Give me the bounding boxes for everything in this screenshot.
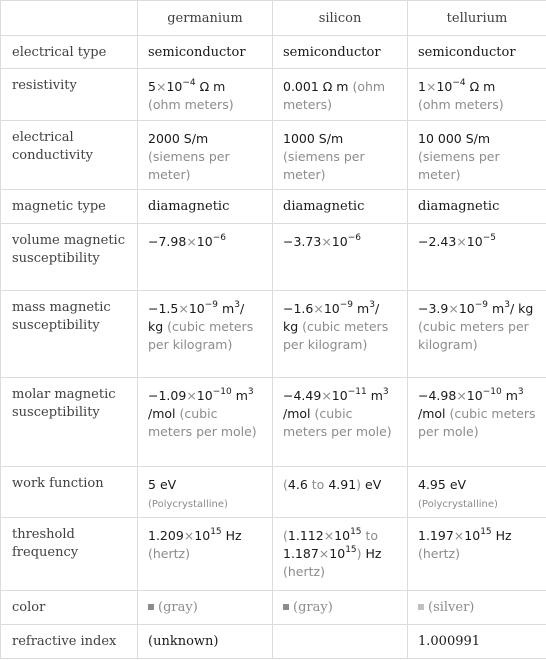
row-label: volume magnetic susceptibility: [1, 224, 138, 291]
cell-silicon: (4.6 to 4.91) eV: [273, 467, 408, 518]
row-molar-susceptibility: [1, 378, 546, 467]
row-volume-susceptibility: [1, 224, 546, 291]
cell-germanium: $-1.5\times 10^{-9}$ $m^3/$ kg (cubic meters per kilogram): [138, 291, 273, 378]
row-work-function: [1, 467, 546, 518]
row-label: electrical conductivity: [1, 121, 138, 190]
header-row: [1, 1, 546, 36]
cell-silicon: semiconductor: [273, 36, 408, 69]
cell-silicon: [273, 625, 408, 659]
cell-silicon: 0.001 Ω m (ohm meters): [273, 69, 408, 121]
cell-silicon: $-3.73\times 10^{-6}$: [273, 224, 408, 291]
cell-silicon: $-1.6\times 10^{-9}$ $m^3/$ kg (cubic meters per kilogram): [273, 291, 408, 378]
header-empty: [1, 1, 138, 36]
cell-germanium: (unknown): [138, 625, 273, 659]
row-mass-susceptibility: [1, 291, 546, 378]
cell-tellurium: 10 000 S/m (siemens per meter): [408, 121, 546, 190]
cell-silicon: diamagnetic: [273, 190, 408, 224]
color-swatch: [283, 604, 289, 610]
row-label: magnetic type: [1, 190, 138, 224]
cell-germanium: diamagnetic: [138, 190, 273, 224]
row-label: color: [1, 591, 138, 625]
cell-tellurium: $-3.9\times 10^{-9}$ $m^3/$ kg (cubic meters per kilogram): [408, 291, 546, 378]
cell-tellurium: $-2.43\times 10^{-5}$: [408, 224, 546, 291]
cell-tellurium: semiconductor: [408, 36, 546, 69]
cell-silicon: (gray): [273, 591, 408, 625]
cell-tellurium: (silver): [408, 591, 546, 625]
row-label: molar magnetic susceptibility: [1, 378, 138, 467]
cell-germanium: 5 eV (Polycrystalline): [138, 467, 273, 518]
row-label: mass magnetic susceptibility: [1, 291, 138, 378]
row-electrical-conductivity: [1, 121, 546, 190]
row-color: [1, 591, 546, 625]
row-label: electrical type: [1, 36, 138, 69]
cell-tellurium: $-4.98\times 10^{-10}$ $m^3$ /mol (cubic meters per mole): [408, 378, 546, 467]
color-swatch: [148, 604, 154, 610]
cell-tellurium: diamagnetic: [408, 190, 546, 224]
row-label: refractive index: [1, 625, 138, 659]
header-silicon: silicon: [273, 1, 408, 36]
cell-germanium: (gray): [138, 591, 273, 625]
cell-tellurium: 1.000991: [408, 625, 546, 659]
cell-silicon: $-4.49\times 10^{-11}$ $m^3$ /mol (cubic meters per mole): [273, 378, 408, 467]
cell-silicon: ($1.112\times 10^{15}$ to $1.187\times 10^{15}$) Hz (hertz): [273, 518, 408, 591]
row-label: threshold frequency: [1, 518, 138, 591]
cell-germanium: semiconductor: [138, 36, 273, 69]
cell-germanium: 2000 S/m (siemens per meter): [138, 121, 273, 190]
row-label: resistivity: [1, 69, 138, 121]
cell-germanium: $1.209\times 10^{15}$ Hz (hertz): [138, 518, 273, 591]
cell-germanium: $5\times 10^{-4}$ Ω m (ohm meters): [138, 69, 273, 121]
cell-tellurium: 4.95 eV (Polycrystalline): [408, 467, 546, 518]
row-refractive-index: [1, 625, 546, 659]
cell-tellurium: $1\times 10^{-4}$ Ω m (ohm meters): [408, 69, 546, 121]
header-germanium: germanium: [138, 1, 273, 36]
cell-tellurium: $1.197\times 10^{15}$ Hz (hertz): [408, 518, 546, 591]
row-electrical-type: [1, 36, 546, 69]
cell-germanium: $-1.09\times 10^{-10}$ $m^3$ /mol (cubic meters per mole): [138, 378, 273, 467]
color-swatch: [418, 604, 424, 610]
row-threshold-frequency: [1, 518, 546, 591]
row-magnetic-type: [1, 190, 546, 224]
cell-germanium: $-7.98\times 10^{-6}$: [138, 224, 273, 291]
cell-silicon: 1000 S/m (siemens per meter): [273, 121, 408, 190]
header-tellurium: tellurium: [408, 1, 546, 36]
row-label: work function: [1, 467, 138, 518]
row-resistivity: [1, 69, 546, 121]
